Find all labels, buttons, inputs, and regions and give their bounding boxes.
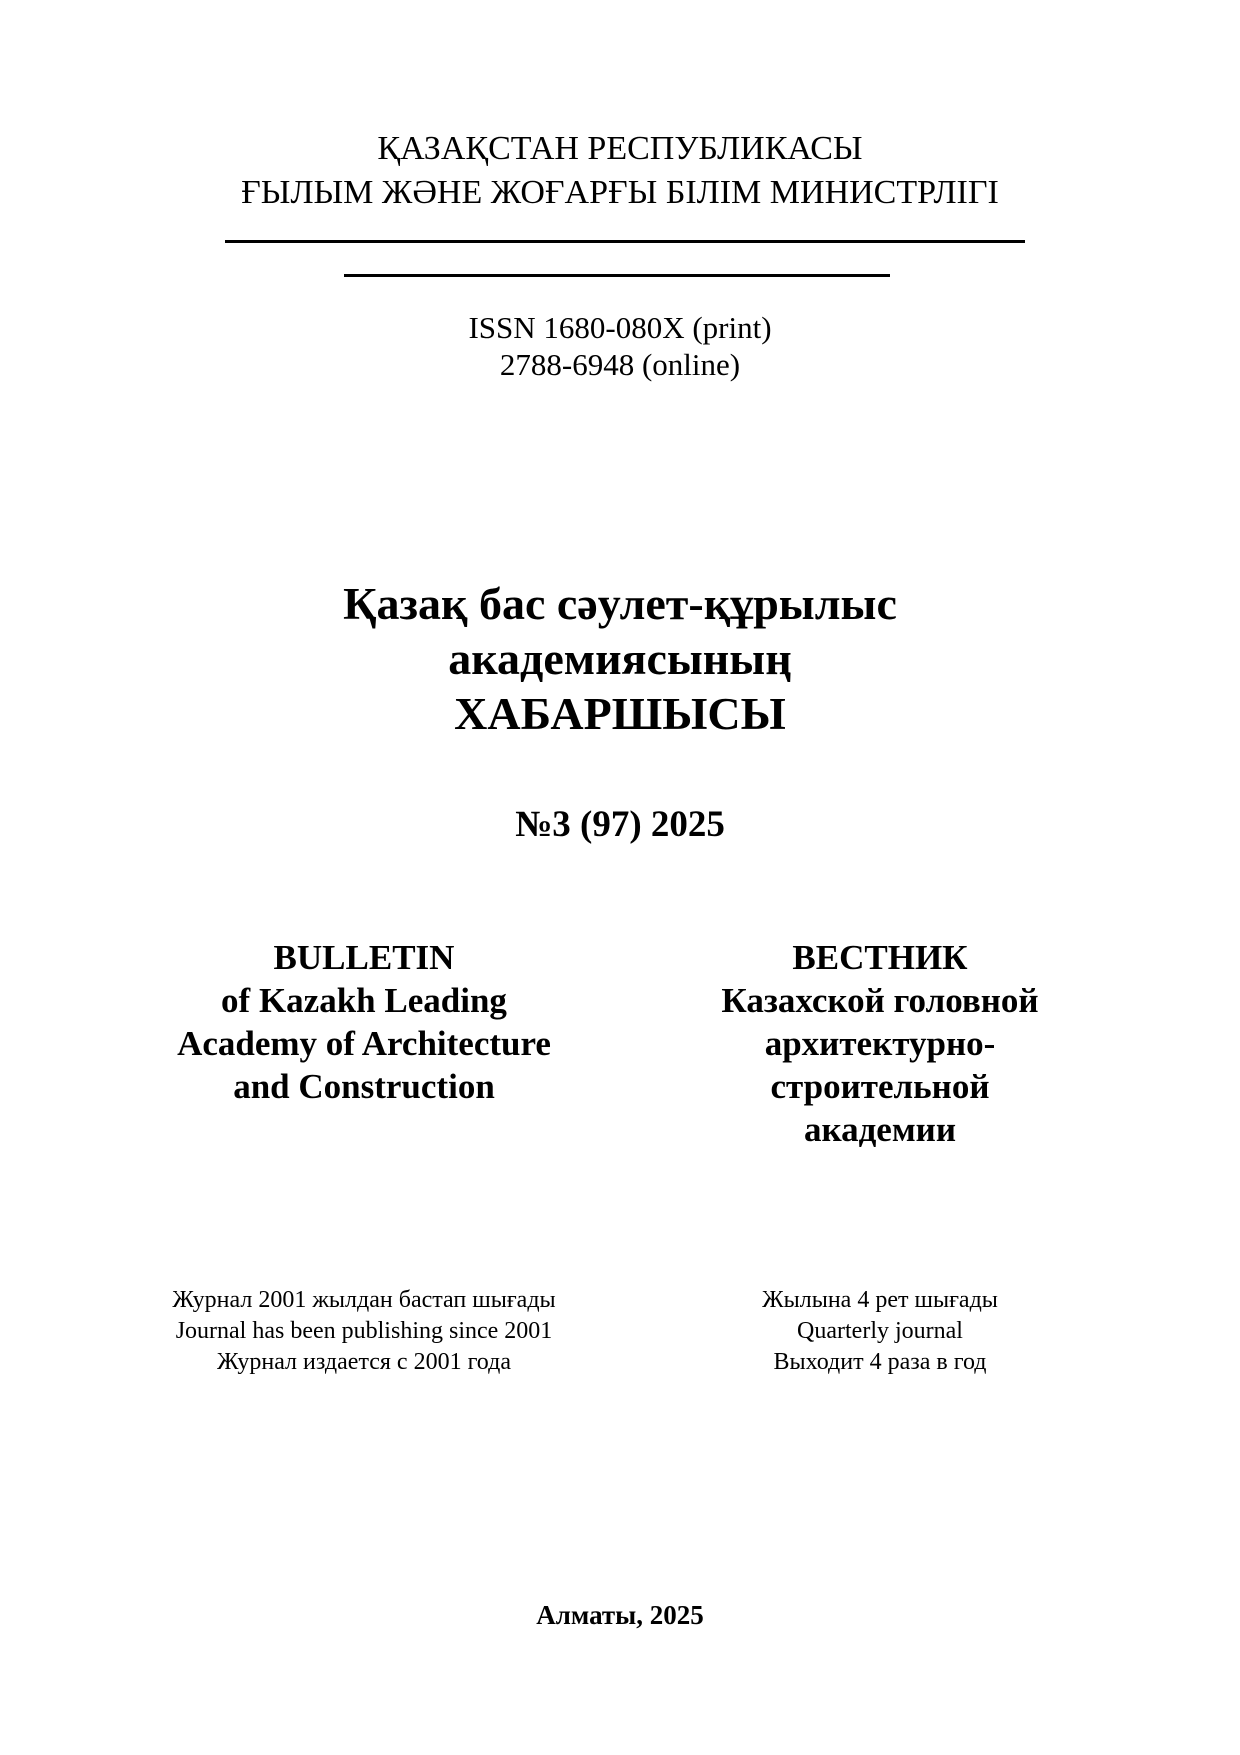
since-ru: Журнал издается с 2001 года [217,1349,511,1375]
en-title-line-2: of Kazakh Leading [221,981,507,1020]
frequency-kz: Жылына 4 рет шығады [762,1287,998,1313]
en-title-line-1: BULLETIN [273,938,455,977]
journal-title-kz [0,576,1240,741]
issue-number: №3 (97) 2025 [515,804,725,845]
since-kz: Журнал 2001 жылдан бастап шығады [172,1287,556,1313]
frequency-ru: Выходит 4 раза в год [773,1349,987,1375]
journal-title-en [104,936,624,1108]
ru-title-line-1: ВЕСТНИК [792,938,968,977]
title-line-1: Қазақ бас сәулет-құрылыс [343,578,897,629]
issn-online: 2788-6948 (online) [499,347,741,382]
ru-title-line-4: строительной [770,1067,990,1106]
issn-block [0,309,1240,383]
ru-title-line-3: архитектурно- [764,1024,996,1063]
journal-title-ru [620,936,1140,1151]
title-line-3: ХАБАРШЫСЫ [454,688,786,739]
ministry-line-2: ҒЫЛЫМ ЖӘНЕ ЖОҒАРҒЫ БІЛІМ МИНИСТРЛІГІ [241,174,999,211]
title-line-2: академиясының [448,633,792,684]
divider-bottom [344,274,890,277]
publishing-since [104,1285,624,1378]
en-title-line-4: and Construction [233,1067,495,1106]
city-year: Алматы, 2025 [536,1600,704,1630]
publishing-frequency [620,1285,1140,1378]
since-en: Journal has been publishing since 2001 [175,1318,553,1344]
issn-print: ISSN 1680-080X (print) [468,310,772,345]
ministry-line-1: ҚАЗАҚСТАН РЕСПУБЛИКАСЫ [377,130,863,167]
ministry-header [0,127,1240,215]
divider-top [225,240,1025,243]
ru-title-line-2: Казахской головной [721,981,1039,1020]
en-title-line-3: Academy of Architecture [177,1024,551,1063]
ru-title-line-5: академии [803,1110,957,1149]
frequency-en: Quarterly journal [797,1318,963,1344]
